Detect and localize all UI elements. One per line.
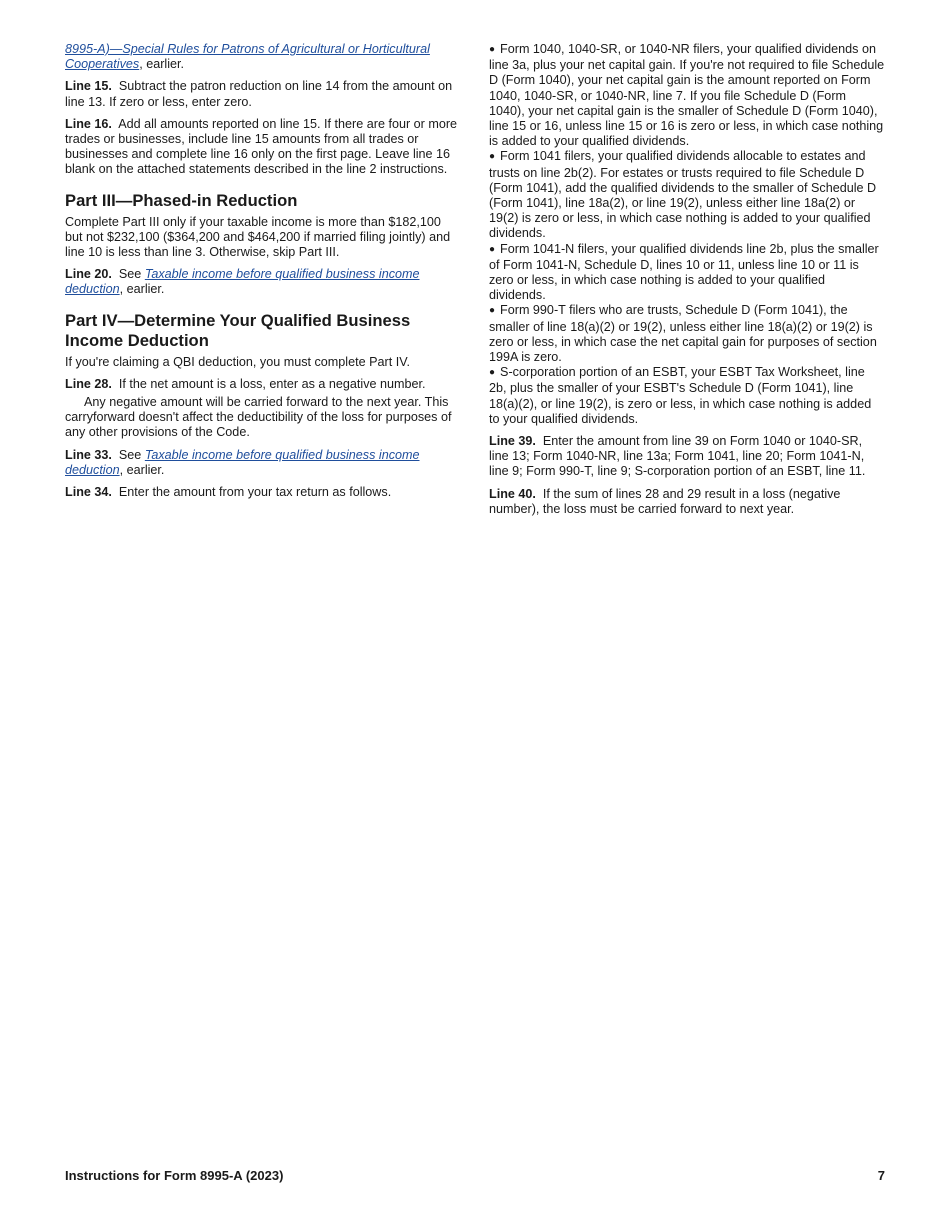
line34-paragraph: Line 34. Enter the amount from your tax return as follows. [65, 485, 392, 500]
page-number: 7 [877, 1168, 885, 1183]
bullet-icon: ● [489, 151, 496, 163]
line40-paragraph: Line 40. If the sum of lines 28 and 29 result in a loss (negative number), the loss must be carried forward to next year. [489, 486, 841, 516]
line40-label: Line 40. [489, 486, 536, 501]
bullet-icon: ● [489, 367, 496, 379]
intro-paragraph: 8995-A)—Special Rules for Patrons of Agricultural or Horticultural Cooperatives, earlier. [65, 42, 430, 72]
line34-label: Line 34. [65, 485, 112, 500]
bullet-item: ● Form 1041-N filers, your qualified dividends line 2b, plus the smaller of Form 1041-N, Schedule D, lines 10 or 11, unless line 10 or 11 is zero or less, in which case nothing is added to your qualified dividends. [489, 241, 879, 303]
line33-paragraph: Line 33. See Taxable income before qualified business income deduction, earlier. [65, 447, 420, 477]
bullet-item: ● Form 1041 filers, your qualified dividends allocable to estates and trusts on line 2b(2). For estates or trusts required to file Schedule D (Form 1041), add the qualified dividends to the smaller of Schedule D (Form 1041), line 18a(2), or line 19(2), unless either line 18a(2) or 19(2) is zero or less, in which case nothing is added to your qualified dividends. [489, 149, 877, 241]
bullet-icon: ● [489, 243, 496, 255]
right-column [489, 42, 885, 524]
part4-text: If you're claiming a QBI deduction, you must complete Part IV. [65, 354, 410, 369]
bullet-item: ● S-corporation portion of an ESBT, your ESBT Tax Worksheet, line 2b, plus the smaller of your ESBT's Schedule D (Form 1041), line 18(a)(2), or line 19(2), is zero or less, in which case nothing is added to your qualified dividends. [489, 365, 872, 426]
line15-label: Line 15. [65, 79, 112, 94]
taxable-income-link[interactable]: Taxable income before qualified business income deduction [65, 447, 420, 477]
bullet-icon: ● [489, 305, 496, 317]
page-footer [65, 1168, 885, 1183]
bullet-icon: ● [489, 44, 496, 55]
part3-text: Complete Part III only if your taxable income is more than $182,100 but not $232,100 ($364,200 and $464,200 if married filing jointly) and line 10 is less than line 3. Otherwise, skip Part III. [65, 214, 451, 260]
part3-heading: Part III—Phased-in Reduction [65, 190, 298, 210]
line28-carryforward: Any negative amount will be carried forward to the next year. This carryforward doesn't affect the deductibility of the loss for purposes of any other provisions of the Code. [65, 395, 452, 440]
taxable-income-link[interactable]: Taxable income before qualified business income deduction [65, 267, 420, 297]
part4-heading: Part IV—Determine Your Qualified Business Income Deduction [65, 310, 411, 350]
line20-paragraph: Line 20. See Taxable income before qualified business income deduction, earlier. [65, 267, 420, 297]
bullet-item: ● Form 990-T filers who are trusts, Schedule D (Form 1041), the smaller of line 18(a)(2) or 19(2), unless either line 18(a)(2) or 19(2) is zero or less, in which case the net capital gain for purposes of section 199A is zero. [489, 303, 877, 365]
line15-paragraph: Line 15. Subtract the patron reduction on line 14 from the amount on line 13. If zero or less, enter zero. [65, 79, 453, 109]
line33-label: Line 33. [65, 447, 112, 462]
footer-title: Instructions for Form 8995-A (2023) [65, 1168, 284, 1183]
line16-label: Line 16. [65, 116, 112, 131]
line28-paragraph: Line 28. If the net amount is a loss, enter as a negative number. [65, 376, 426, 391]
line39-paragraph: Line 39. Enter the amount from line 39 on Form 1040 or 1040-SR, line 13; Form 1040-NR, line 13a; Form 1041, line 20; Form 1041-N, line 9; Form 990-T, line 9; S-corporation portion of an ESBT, line 11. [489, 434, 866, 479]
line28-label: Line 28. [65, 376, 112, 391]
line39-label: Line 39. [489, 434, 536, 449]
line20-label: Line 20. [65, 267, 112, 282]
special-rules-link[interactable]: 8995-A)—Special Rules for Patrons of Agricultural or Horticultural Cooperatives [65, 42, 430, 72]
line16-paragraph: Line 16. Add all amounts reported on line 15. If there are four or more trades or businesses, include line 15 amounts from all trades or businesses and complete line 16 only on the first page. Leave line 16 blank on the attached statements described in the line 2 instructions. [65, 116, 458, 177]
bullet-item: ● Form 1040, 1040-SR, or 1040-NR filers, your qualified dividends on line 3a, plus your net capital gain. If you're not required to file Schedule D (Form 1040), your net capital gain is the amount reported on Form 1040, 1040-SR, or 1040-NR, line 7. If you file Schedule D (Form 1040), your net capital gain is the smaller of Schedule D (Form 1040), line 15 or 16, unless line 15 or 16 is zero or less, in which case nothing is added to your qualified dividends. [489, 42, 885, 149]
left-column [65, 42, 461, 507]
